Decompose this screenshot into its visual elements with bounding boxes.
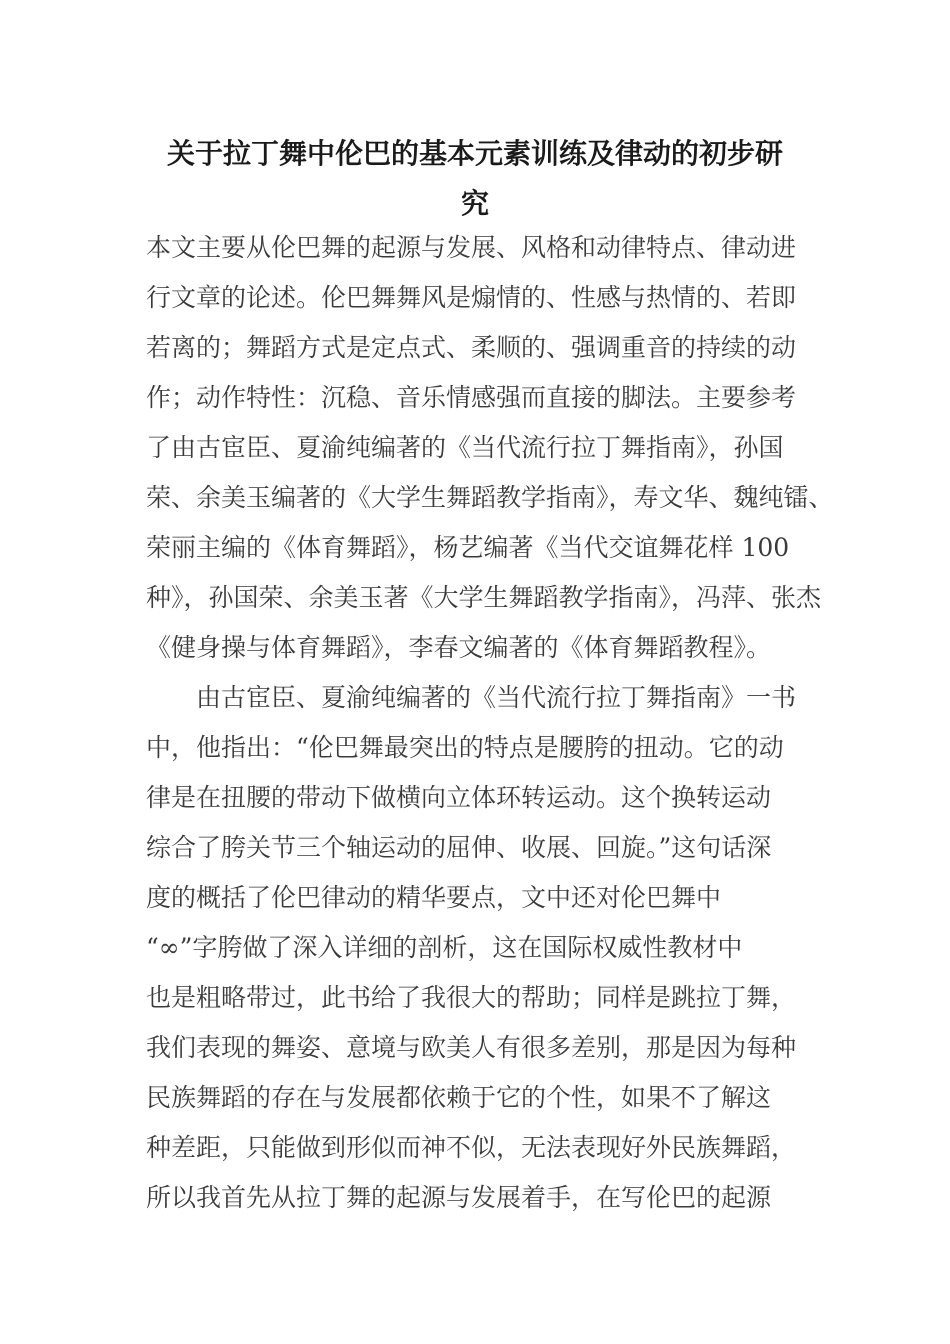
body-text-line: 度的概括了伦巴律动的精华要点，文中还对伦巴舞中 xyxy=(146,883,722,912)
body-text-line: 综合了胯关节三个轴运动的屈伸、收展、回旋。”这句话深 xyxy=(146,833,772,862)
body-text-line: 所以我首先从拉丁舞的起源与发展着手，在写伦巴的起源 xyxy=(146,1183,772,1212)
body-text-line: 荣丽主编的《体育舞蹈》，杨艺编著《当代交谊舞花样 100 xyxy=(146,533,790,562)
body-text-line: 中，他指出：“伦巴舞最突出的特点是腰胯的扭动。它的动 xyxy=(146,733,784,762)
body-text-line: 由古宦臣、夏渝纯编著的《当代流行拉丁舞指南》一书 xyxy=(196,683,797,712)
body-text-line: 也是粗略带过，此书给了我很大的帮助；同样是跳拉丁舞， xyxy=(146,983,797,1012)
body-text-line: 种》，孙国荣、余美玉著《大学生舞蹈教学指南》，冯萍、张杰 xyxy=(146,583,822,612)
body-text-line: “∞”字胯做了深入详细的剖析，这在国际权威性教材中 xyxy=(146,933,743,962)
body-text-line: 若离的；舞蹈方式是定点式、柔顺的、强调重音的持续的动 xyxy=(146,333,797,362)
document-title-line-1: 关于拉丁舞中伦巴的基本元素训练及律动的初步研 xyxy=(166,137,783,170)
body-text-line: 我们表现的舞姿、意境与欧美人有很多差别，那是因为每种 xyxy=(146,1033,797,1062)
document-title-line-2: 究 xyxy=(460,187,489,220)
body-text-line: 民族舞蹈的存在与发展都依赖于它的个性，如果不了解这 xyxy=(146,1083,772,1112)
body-text-line: 《健身操与体育舞蹈》，李春文编著的《体育舞蹈教程》。 xyxy=(146,633,772,662)
body-text-line: 行文章的论述。伦巴舞舞风是煽情的、性感与热情的、若即 xyxy=(146,283,797,312)
body-text-line: 了由古宦臣、夏渝纯编著的《当代流行拉丁舞指南》，孙国 xyxy=(146,433,784,462)
body-text-line: 作；动作特性：沉稳、音乐情感强而直接的脚法。主要参考 xyxy=(146,383,797,412)
body-text-line: 种差距，只能做到形似而神不似，无法表现好外民族舞蹈， xyxy=(146,1133,797,1162)
body-text-line: 本文主要从伦巴舞的起源与发展、风格和动律特点、律动进 xyxy=(146,233,797,262)
body-text-line: 律是在扭腰的带动下做横向立体环转运动。这个换转运动 xyxy=(146,783,772,812)
body-text-line: 荣、余美玉编著的《大学生舞蹈教学指南》，寿文华、魏纯镭、 xyxy=(146,483,834,512)
